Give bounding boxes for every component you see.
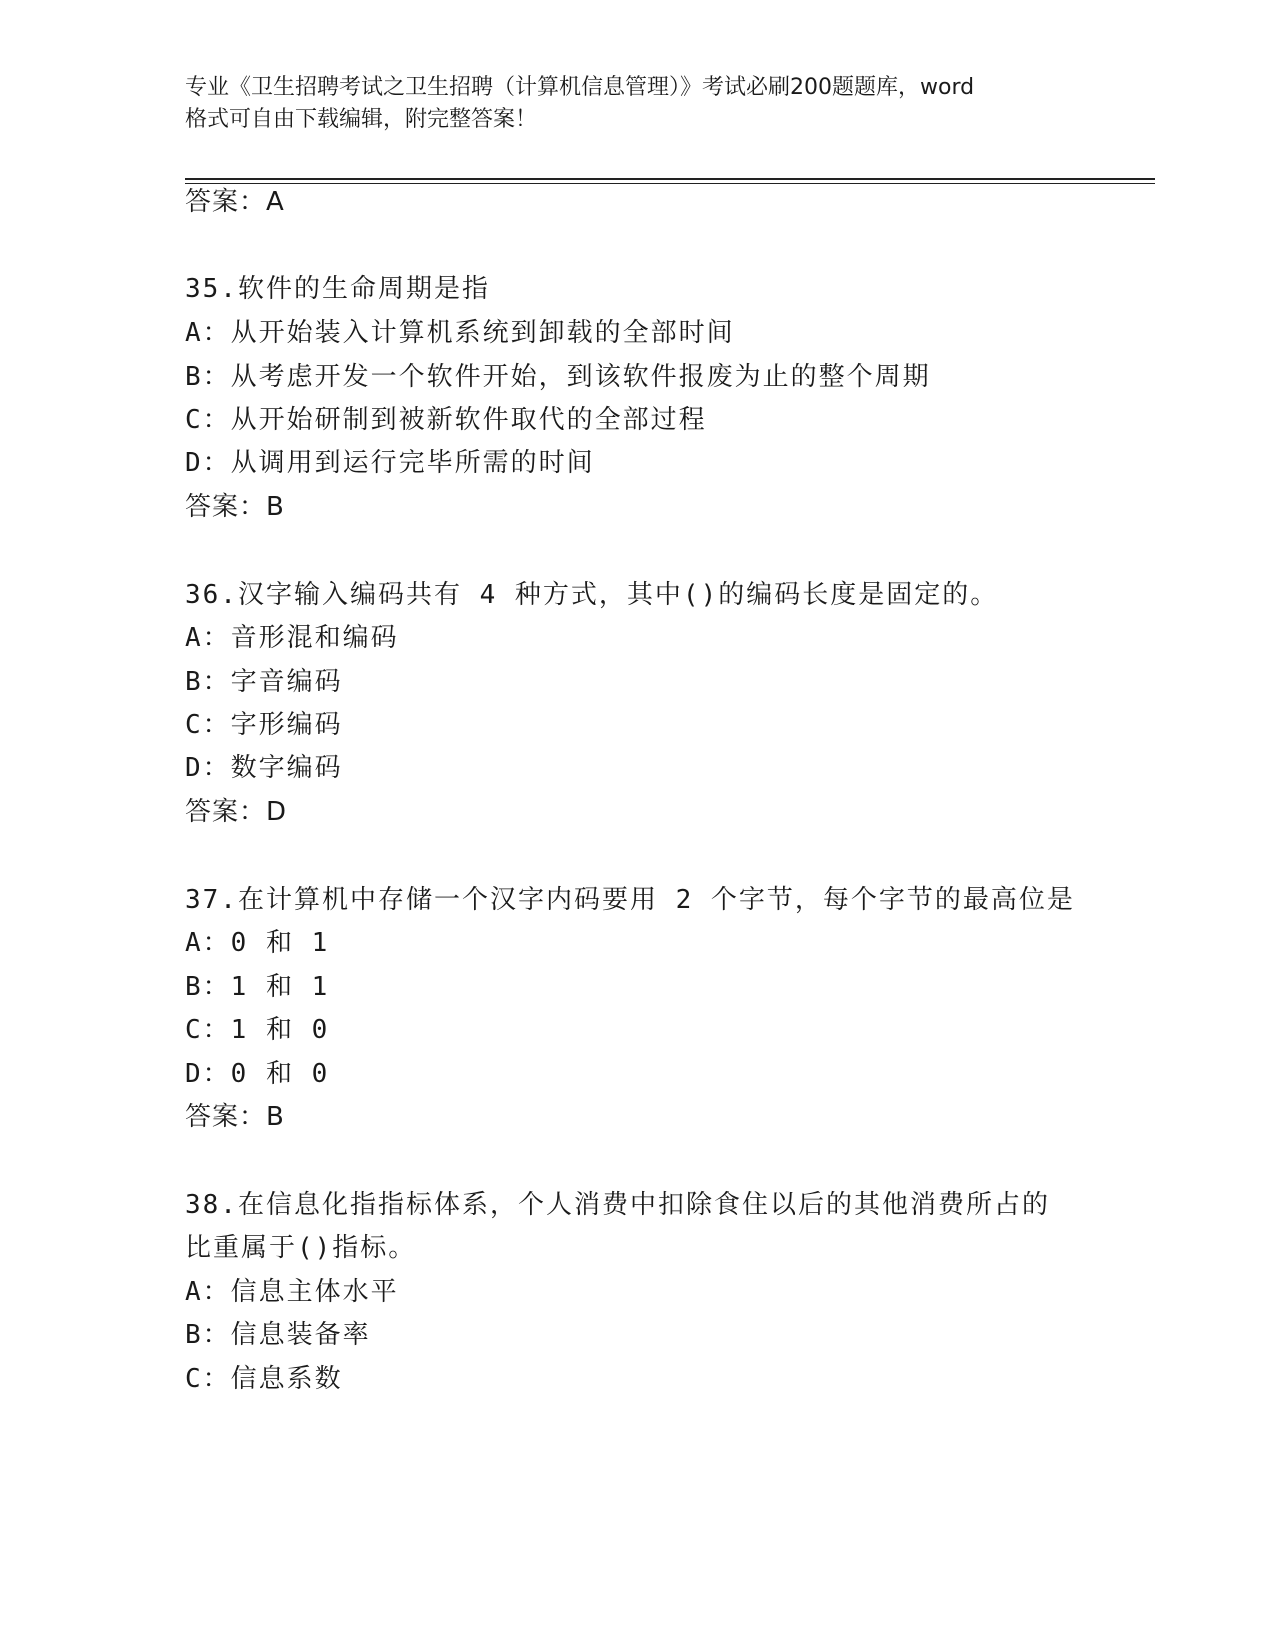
header-line-1: 专业《卫生招聘考试之卫生招聘（计算机信息管理）》考试必刷200题题库，word (185, 75, 975, 100)
question-37-option-b: B：1 和 1 (185, 972, 330, 1002)
header-divider-thick (185, 178, 1155, 180)
header-divider-thin (185, 183, 1155, 184)
question-35-option-c: C：从开始研制到被新软件取代的全部过程 (185, 405, 707, 435)
question-35-stem: 35.软件的生命周期是指 (185, 274, 490, 304)
question-37-option-d: D：0 和 0 (185, 1059, 330, 1089)
question-36-option-c: C：字形编码 (185, 710, 343, 740)
question-38-option-c: C：信息系数 (185, 1364, 343, 1394)
question-35-option-a: A：从开始装入计算机系统到卸载的全部时间 (185, 318, 735, 348)
question-35-answer: 答案：B (185, 492, 285, 522)
answer-previous: 答案：A (185, 187, 285, 217)
question-38-option-b: B：信息装备率 (185, 1320, 371, 1350)
question-37-answer: 答案：B (185, 1102, 285, 1132)
question-38-option-a: A：信息主体水平 (185, 1277, 399, 1307)
question-36-option-a: A：音形混和编码 (185, 623, 399, 653)
question-36-option-d: D：数字编码 (185, 753, 343, 783)
question-38-stem-line-1: 38.在信息化指指标体系，个人消费中扣除食住以后的其他消费所占的 (185, 1190, 1050, 1220)
question-36-option-b: B：字音编码 (185, 667, 343, 697)
question-38-stem-line-2: 比重属于()指标。 (185, 1233, 417, 1263)
header-line-2: 格式可自由下载编辑，附完整答案！ (185, 107, 538, 132)
question-36-answer: 答案：D (185, 797, 288, 827)
question-37-option-a: A：0 和 1 (185, 928, 330, 958)
question-37-stem: 37.在计算机中存储一个汉字内码要用 2 个字节，每个字节的最高位是 (185, 885, 1075, 915)
question-35-option-d: D：从调用到运行完毕所需的时间 (185, 448, 595, 478)
question-37-option-c: C：1 和 0 (185, 1015, 330, 1045)
question-36-stem: 36.汉字输入编码共有 4 种方式，其中()的编码长度是固定的。 (185, 580, 999, 610)
document-header (185, 72, 1075, 136)
question-35-option-b: B：从考虑开发一个软件开始，到该软件报废为止的整个周期 (185, 362, 931, 392)
